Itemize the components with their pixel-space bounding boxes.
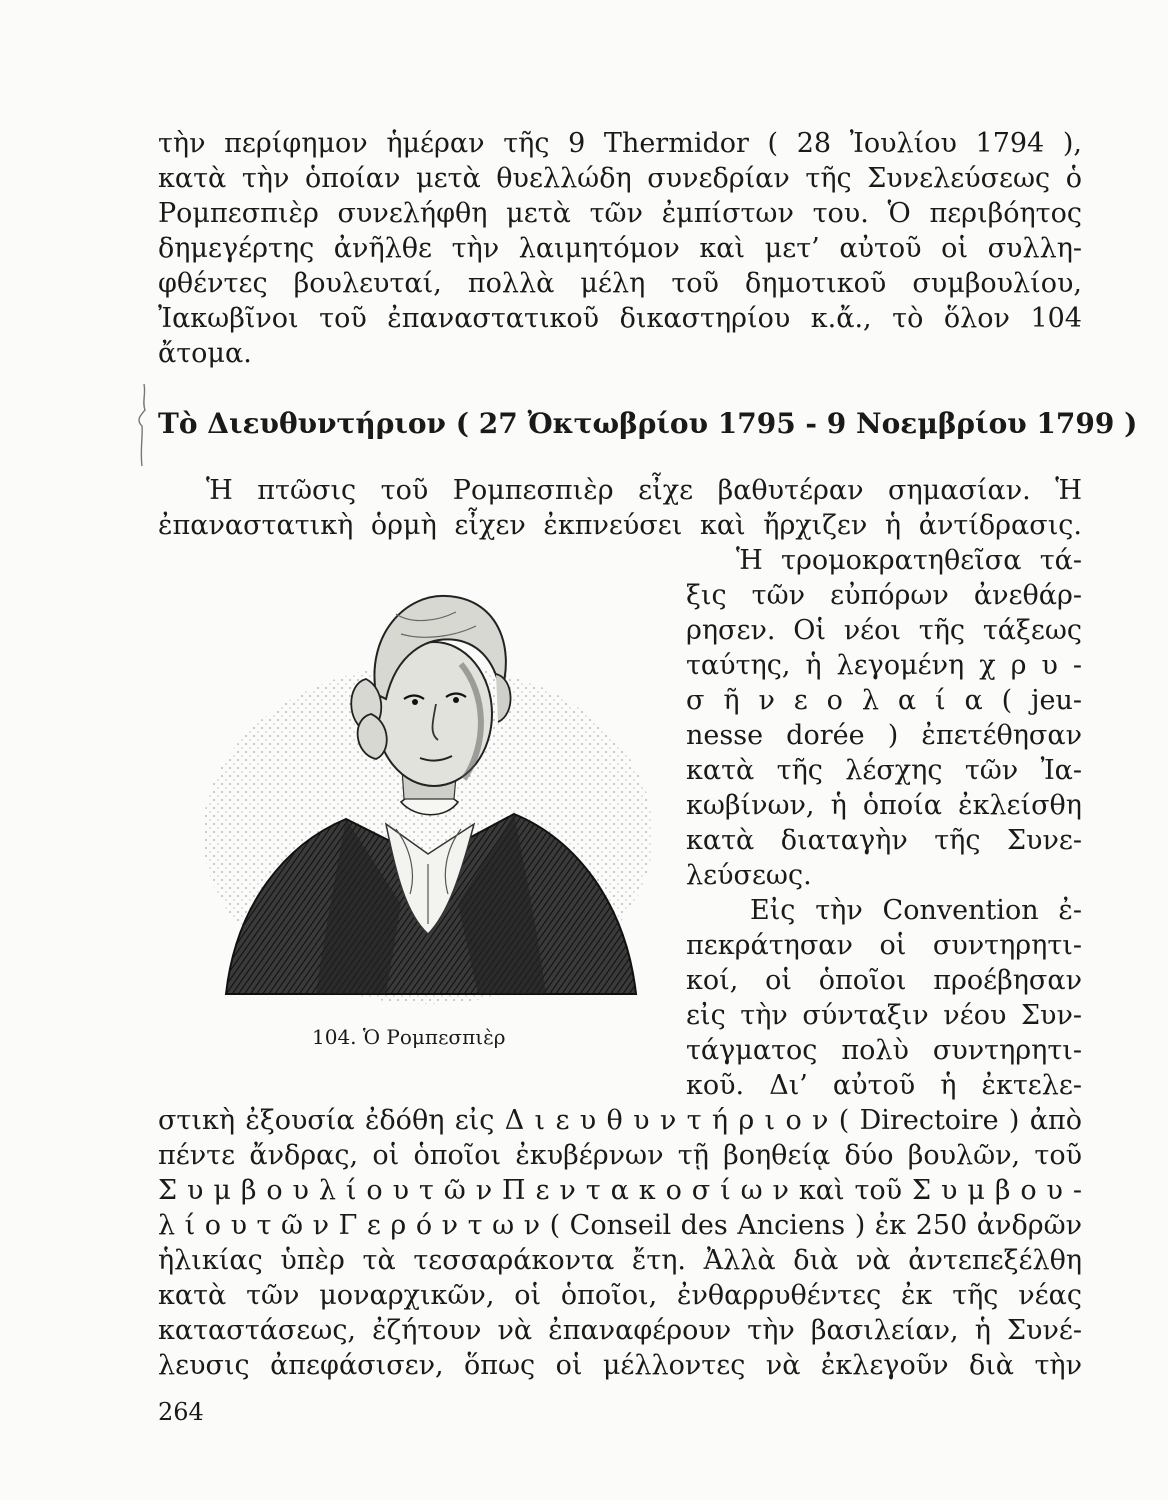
figure-caption: 104. Ὁ Ρομπεσπιὲρ <box>312 1025 506 1049</box>
paragraph-4-line-13: καταστάσεως, ἐζήτουν νὰ ἐπαναφέρουν τὴν βασιλείαν, ἡ Συνέ- <box>158 1315 1082 1346</box>
section-heading: Τὸ Διευθυντήριον ( 27 Ὀκτωβρίου 1795 - 9 Νοεμβρίου 1799 ) <box>158 407 1138 440</box>
paragraph-3-line-6: nesse dorée ) ἐπετέθησαν <box>686 720 1082 751</box>
paragraph-4-line-7: στικὴ ἐξουσία ἐδόθη εἰς Δ ι ε υ θ υ ν τ ή ρ ι ο ν ( Directoire ) ἀπὸ <box>158 1105 1082 1136</box>
paragraph-1-line-7: ἄτομα. <box>158 338 252 369</box>
margin-pencil-mark <box>126 380 156 470</box>
paragraph-1-line-5: φθέντες βουλευταί, πολλὰ μέλη τοῦ δημοτικοῦ συμβουλίου, <box>158 268 1082 299</box>
paragraph-3-line-3: ρησεν. Οἱ νέοι τῆς τάξεως <box>686 615 1082 646</box>
paragraph-3-line-10: λεύσεως. <box>686 860 812 891</box>
paragraph-3-line-5: σ ῆ ν ε ο λ α ί α ( jeu- <box>686 685 1082 716</box>
paragraph-4-line-6: κοῦ. Δι’ αὐτοῦ ἡ ἐκτελε- <box>686 1070 1082 1101</box>
paragraph-1-line-4: δημεγέρτης ἀνῆλθε τὴν λαιμητόμον καὶ μετ’ αὐτοῦ οἱ συλλη- <box>158 233 1082 264</box>
paragraph-4-line-14: λευσις ἀπεφάσισεν, ὅπως οἱ μέλλοντες νὰ ἐκλεγοῦν διὰ τὴν <box>158 1350 1082 1381</box>
paragraph-4-line-5: τάγματος πολὺ συντηρητι- <box>686 1035 1082 1066</box>
paragraph-3-line-4: ταύτης, ἡ λεγομένη χ ρ υ - <box>686 650 1082 681</box>
paragraph-4-line-10: λ ί ο υ τ ῶ ν Γ ε ρ ό ν τ ω ν ( Conseil des Anciens ) ἐκ 250 ἀνδρῶν <box>158 1210 1082 1241</box>
paragraph-4-line-9: Σ υ μ β ο υ λ ί ο υ τ ῶ ν Π ε ν τ α κ ο σ ί ω ν καὶ τοῦ Σ υ μ β ο υ - <box>158 1175 1082 1206</box>
paragraph-4-line-8: πέντε ἄνδρας, οἱ ὁποῖοι ἐκυβέρνων τῇ βοηθείᾳ δύο βουλῶν, τοῦ <box>158 1140 1082 1171</box>
paragraph-3-line-2: ξις τῶν εὐπόρων ἀνεθάρ- <box>686 580 1082 611</box>
paragraph-2-line-2: ἐπαναστατικὴ ὁρμὴ εἶχεν ἐκπνεύσει καὶ ἤρχιζεν ἡ ἀντίδρασις. <box>158 510 1082 541</box>
paragraph-4-line-12: κατὰ τῶν μοναρχικῶν, οἱ ὁποῖοι, ἐνθαρρυθέντες ἐκ τῆς νέας <box>158 1280 1082 1311</box>
paragraph-4-line-3: κοί, οἱ ὁποῖοι προέβησαν <box>686 965 1082 996</box>
paragraph-3-line-9: κατὰ διαταγὴν τῆς Συνε- <box>686 825 1082 856</box>
paragraph-3-line-7: κατὰ τῆς λέσχης τῶν Ἰα- <box>686 755 1082 786</box>
paragraph-4-line-11: ἡλικίας ὑπὲρ τὰ τεσσαράκοντα ἔτη. Ἀλλὰ διὰ νὰ ἀντεπεξέλθη <box>158 1245 1082 1276</box>
page-number: 264 <box>158 1398 204 1426</box>
paragraph-2-line-1: Ἡ πτῶσις τοῦ Ρομπεσπιὲρ εἶχε βαθυτέραν σημασίαν. Ἡ <box>206 475 1082 506</box>
paragraph-1-line-6: Ἰακωβῖνοι τοῦ ἐπαναστατικοῦ δικαστηρίου κ.ἄ., τὸ ὅλον 104 <box>158 303 1082 334</box>
paragraph-4-line-4: εἰς τὴν σύνταξιν νέου Συν- <box>686 1000 1082 1031</box>
paragraph-3-line-1: Ἡ τρομοκρατηθεῖσα τά- <box>736 545 1082 576</box>
paragraph-1-line-2: κατὰ τὴν ὁποίαν μετὰ θυελλώδη συνεδρίαν τῆς Συνελεύσεως ὁ <box>158 163 1082 194</box>
paragraph-1-line-3: Ρομπεσπιὲρ συνελήφθη μετὰ τῶν ἐμπίστων του. Ὁ περιβόητος <box>158 198 1082 229</box>
portrait-engraving <box>196 574 660 1014</box>
paragraph-1-line-1: τὴν περίφημον ἡμέραν τῆς 9 Thermidor ( 28 Ἰουλίου 1794 ), <box>158 128 1082 159</box>
paragraph-4-line-1: Εἰς τὴν Convention ἐ- <box>750 895 1082 926</box>
paragraph-3-line-8: κωβίνων, ἡ ὁποία ἐκλείσθη <box>686 790 1082 821</box>
paragraph-4-line-2: πεκράτησαν οἱ συντηρητι- <box>686 930 1082 961</box>
